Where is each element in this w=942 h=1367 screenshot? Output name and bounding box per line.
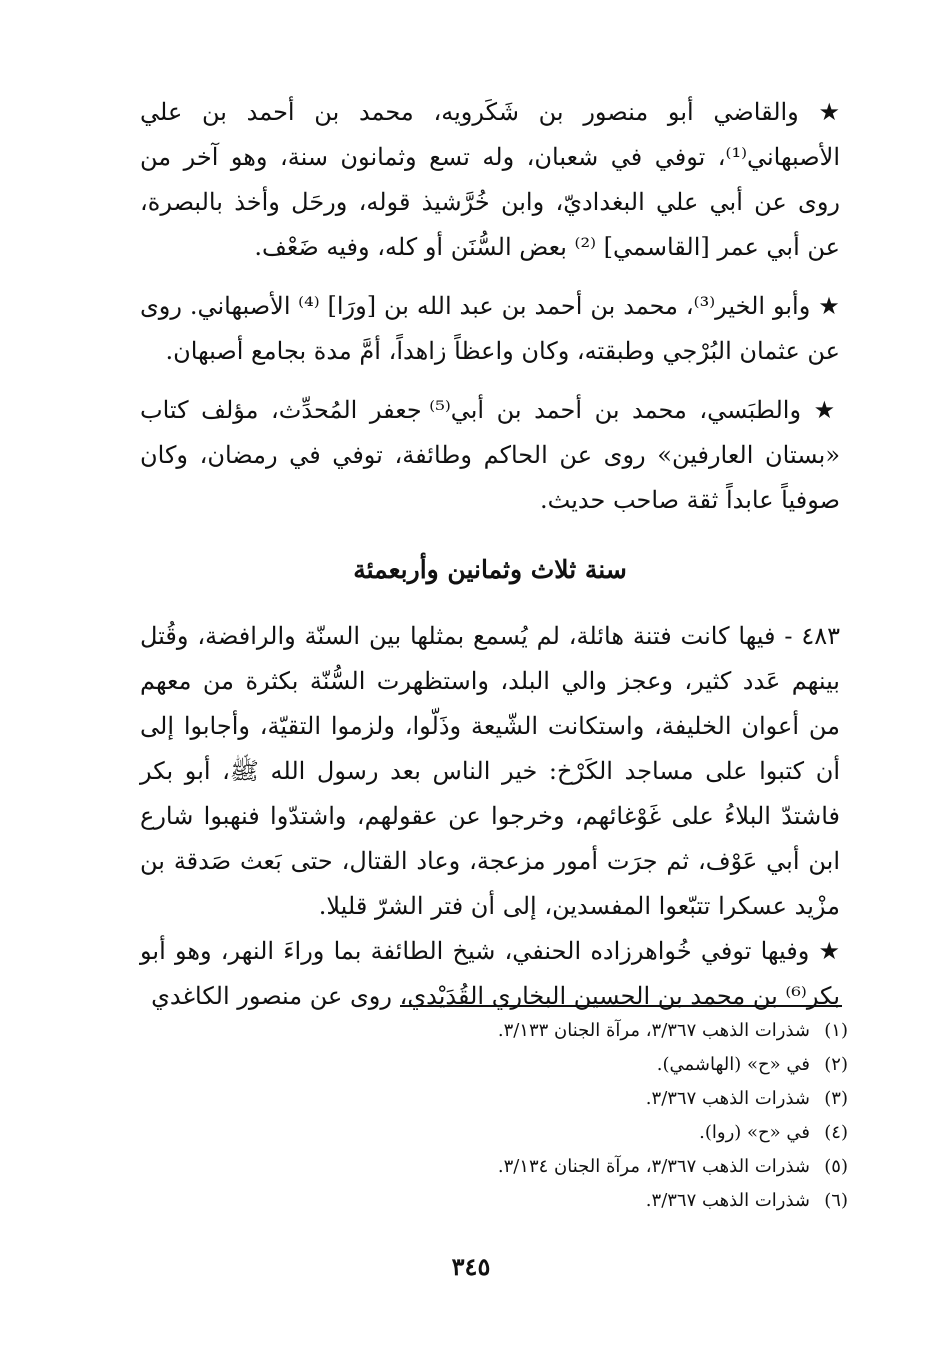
footnote-text: في «ح» (روا).: [699, 1122, 810, 1143]
footnote-item: [300, 1014, 848, 1048]
paragraph-khwaharzadah: ★ وفيها توفي خُواهرزاده الحنفي، شيخ الطائفة بما وراءَ النهر، وهو أبو بكر⁽⁶⁾ بن محمد بن الحسين البخاري القُدَيْدي، روى عن منصور الكاغدي: [140, 937, 840, 1010]
footnotes: [300, 1014, 848, 1218]
footnote-item: [300, 1150, 848, 1184]
paragraph-year-483: ٤٨٣ - فيها كانت فتنة هائلة، لم يُسمع بمثلها بين السنّة والرافضة، وقُتل بينهم عَدد كثير، وعجز والي البلد، واستظهرت السُّنّة بكثرة من معهم من أعوان الخليفة، واستكانت الشّيعة وذَلّوا، ولزموا التقيّة، وأجابوا إلى أن كتبوا على مساجد الكَرْخ: خير الناس بعد رسول الله ﷺ، أبو بكر فاشتدّ البلاءُ على غَوْغائهم، وخرجوا عن عقولهم، واشتدّوا فنهبوا شارع ابن أبي عَوْف، ثم جرَت أمور مزعجة، وعاد القتال، حتى بَعث صَدقة بن مزْيد عسكرا تتبّعوا المفسدين، إلى أن فتر الشرّ قليلا.: [140, 622, 840, 920]
footnote-text: شذرات الذهب ٣/٣٦٧، مرآة الجنان ٣/١٣٣.: [497, 1020, 810, 1041]
footnote-number: (٥): [824, 1156, 848, 1177]
footnote-number: (٤): [824, 1122, 848, 1143]
footnote-text: شذرات الذهب ٣/٣٦٧.: [645, 1190, 810, 1211]
paragraph-abu-al-khair: ★ وأبو الخير⁽³⁾، محمد بن أحمد بن عبد الله بن [ورَا] ⁽⁴⁾ الأصبهاني. روى عن عثمان البُرْجي وطبقته، وكان واعظاً زاهداً، أمَّ مدة بجامع أصبهان.: [140, 292, 841, 365]
paragraph-abu-mansour: ★ والقاضي أبو منصور بن شَكَرويه، محمد بن أحمد بن علي الأصبهاني⁽¹⁾، توفي في شعبان، وله تسع وثمانون سنة، وهو آخر من روى عن أبي علي البغداديّ، وابن خُرَّشيذ قوله، ورحَل وأخذ بالبصرة، عن أبي عمر [القاسمي] ⁽²⁾ بعض السُّنَن أو كله، وفيه ضَعْف.: [140, 98, 840, 261]
main-text: [140, 90, 840, 1019]
footnote-text: في «ح» (الهاشمي).: [656, 1054, 810, 1075]
footnote-item: [300, 1048, 848, 1082]
footnote-item: [300, 1082, 848, 1116]
footnote-text: شذرات الذهب ٣/٣٦٧.: [645, 1088, 810, 1109]
footnote-item: [300, 1116, 848, 1150]
page-number: ٣٤٥: [451, 1252, 491, 1281]
section-heading: سنة ثلاث وثمانين وأربعمئة: [353, 555, 627, 584]
footnote-item: [300, 1184, 848, 1218]
paragraph-al-tabasi: ★ والطبَسي، محمد بن أحمد بن أبي⁽⁵⁾ جعفر المُحدِّث، مؤلف كتاب «بستان العارفين» روى عن الحاكم وطائفة، توفي في رمضان، وكان صوفياً عابداً ثقة صاحب حديث.: [140, 396, 841, 514]
footnote-separator: [400, 1005, 842, 1007]
footnote-number: (٦): [824, 1190, 848, 1211]
footnote-text: شذرات الذهب ٣/٣٦٧، مرآة الجنان ٣/١٣٤.: [497, 1156, 810, 1177]
footnote-number: (١): [824, 1020, 848, 1041]
footnote-number: (٣): [824, 1088, 848, 1109]
footnote-number: (٢): [824, 1054, 848, 1075]
